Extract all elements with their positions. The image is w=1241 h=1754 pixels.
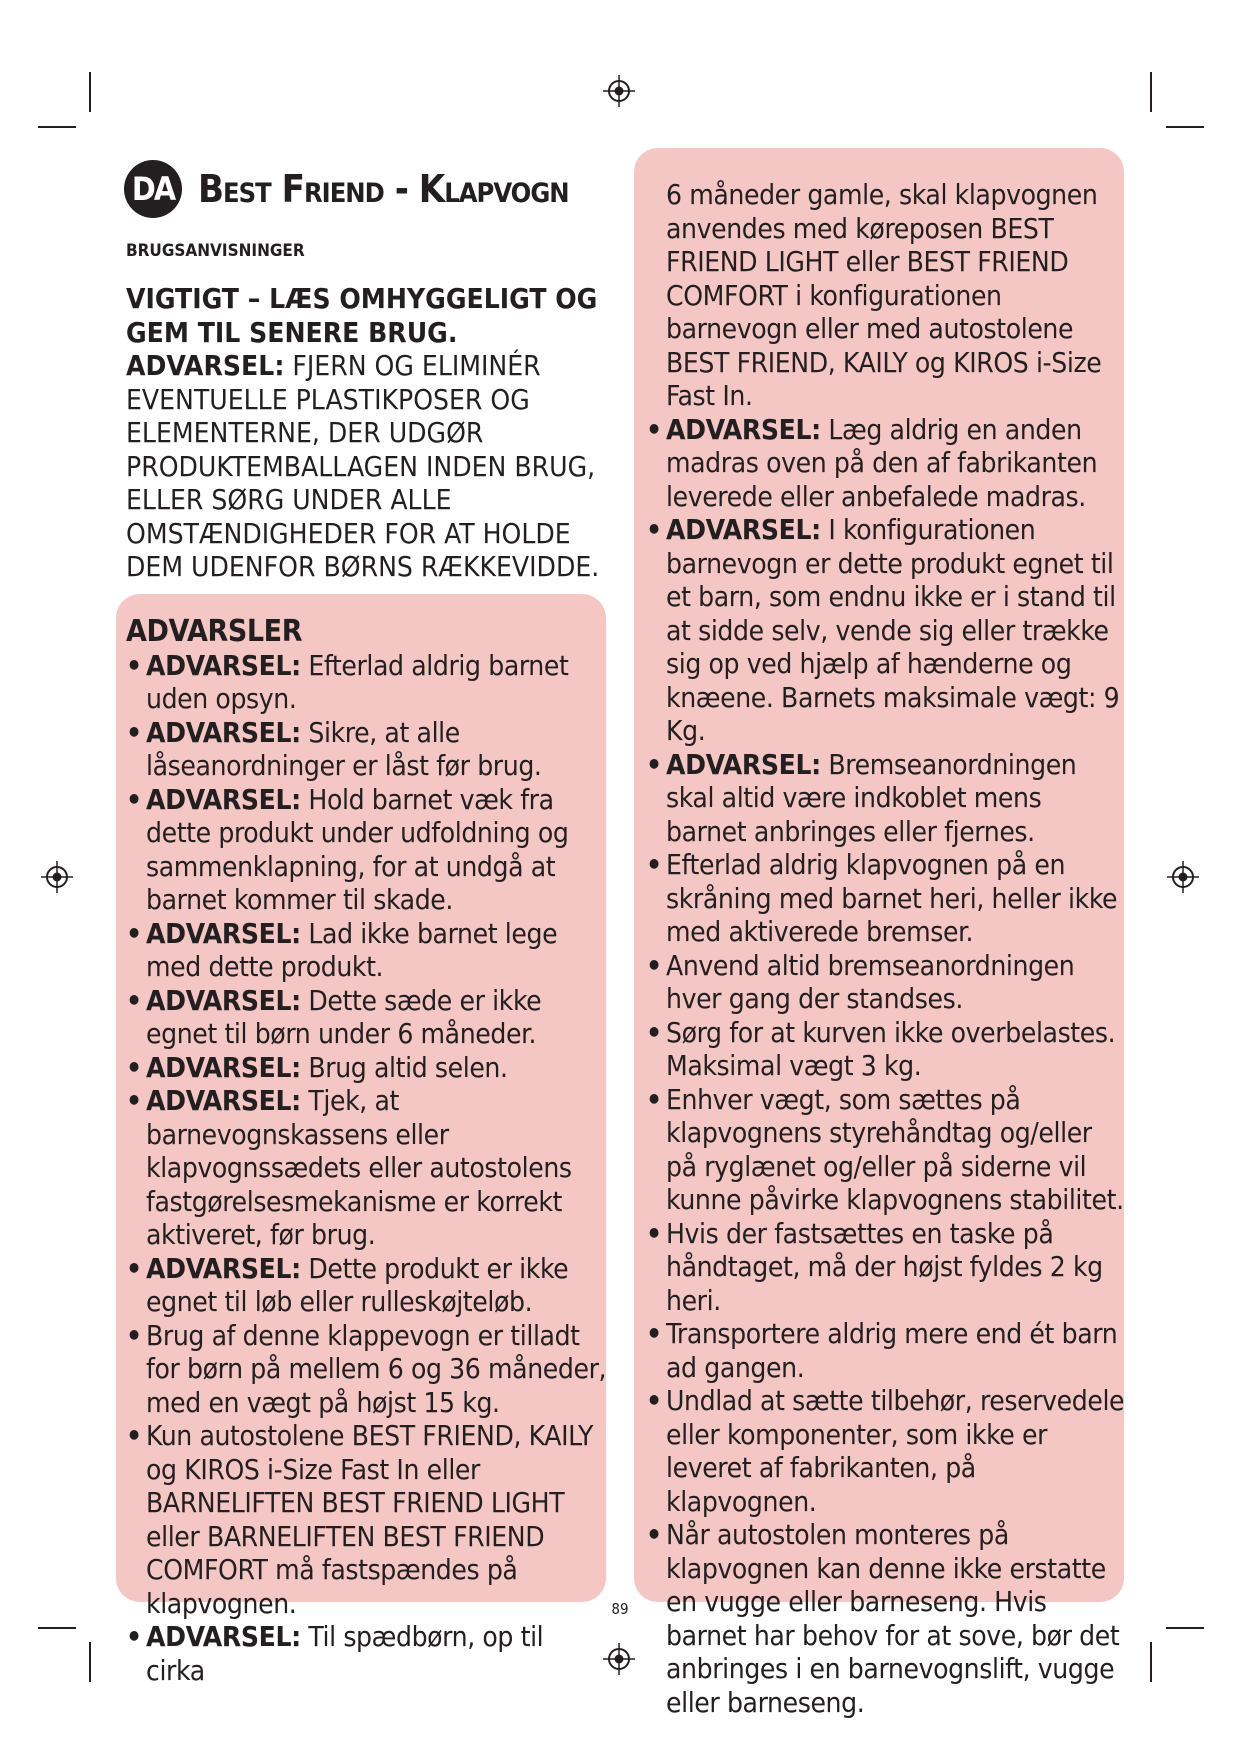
- registration-mark-icon: [602, 74, 636, 108]
- title-text: Best Friend - Klapvogn: [198, 167, 569, 211]
- list-item: • Anvend altid bremseanordningen hver gang der standses.: [646, 949, 1128, 1016]
- list-item: • Hvis der fastsættes en taske på håndtaget, må der højst fyldes 2 kg heri.: [646, 1217, 1128, 1318]
- list-item: • ADVARSEL: Sikre, at alle låseanordninger er låst før brug.: [126, 716, 608, 783]
- important-notice: VIGTIGT – LÆS OMHYGGELIGT OG GEM TIL SENERE BRUG.: [126, 282, 598, 349]
- list-item: • Undlad at sætte tilbehør, reservedele eller komponenter, som ikke er leveret af fabrikanten, på klapvognen.: [646, 1384, 1128, 1518]
- crop-mark: [89, 72, 91, 112]
- crop-mark: [38, 126, 76, 128]
- registration-mark-icon: [1166, 860, 1200, 894]
- crop-mark: [1150, 1642, 1152, 1682]
- warnings-list-right: [646, 178, 1128, 1719]
- crop-mark: [38, 1627, 76, 1629]
- list-item: • ADVARSEL: Hold barnet væk fra dette produkt under udfoldning og sammenklapning, for at undgå at barnet kommer til skade.: [126, 783, 608, 917]
- list-item: • Sørg for at kurven ikke overbelastes. Maksimal vægt 3 kg.: [646, 1016, 1128, 1083]
- list-item: • ADVARSEL: Bremseanordningen skal altid være indkoblet mens barnet anbringes eller fjernes.: [646, 748, 1128, 849]
- list-item: • ADVARSEL: Læg aldrig en anden madras oven på den af fabrikanten leverede eller anbefalede madras.: [646, 413, 1128, 514]
- warnings-list-left: [126, 615, 608, 1687]
- warning-text: FJERN OG ELIMINÉR EVENTUELLE PLASTIKPOSER OG ELEMENTERNE, DER UDGØR PRODUKTEMBALLAGEN INDEN BRUG, ELLER SØRG UNDER ALLE OMSTÆNDIGHEDER FOR AT HOLDE DEM UDENFOR BØRNS RÆKKEVIDDE.: [126, 349, 600, 583]
- page-title: [124, 160, 624, 220]
- language-badge: DA: [124, 160, 182, 218]
- list-item: • ADVARSEL: Lad ikke barnet lege med dette produkt.: [126, 917, 608, 984]
- list-item: • ADVARSEL: Tjek, at barnevognskassens eller klapvognssædets eller autostolens fastgørelsesmekanisme er korrekt aktiveret, før brug.: [126, 1084, 608, 1252]
- registration-mark-icon: [40, 860, 74, 894]
- list-item: • Når autostolen monteres på klapvognen kan denne ikke erstatte en vugge eller barneseng. Hvis barnet har behov for at sove, bør det anbringes i en barnevognslift, vugge eller barneseng.: [646, 1518, 1128, 1719]
- list-item: • Brug af denne klappevogn er tilladt for børn på mellem 6 og 36 måneder, med en vægt på højst 15 kg.: [126, 1319, 608, 1420]
- page-number: 89: [611, 1600, 629, 1618]
- crop-mark: [89, 1642, 91, 1682]
- list-item: • Kun autostolene BEST FRIEND, KAILY og KIROS i-Size Fast In eller BARNELIFTEN BEST FRIEND LIGHT eller BARNELIFTEN BEST FRIEND COMFORT må fastspændes på klapvognen.: [126, 1419, 608, 1620]
- list-item: • ADVARSEL: I konfigurationen barnevogn er dette produkt egnet til et barn, som endnu ikke er i stand til at sidde selv, vende sig eller trække sig op ved hjælp af hænderne og knæene. Barnets maksimale vægt: 9 Kg.: [646, 513, 1128, 748]
- list-item: • Enhver vægt, som sættes på klapvognens styrehåndtag og/eller på ryglænet og/eller på siderne vil kunne påvirke klapvognens stabilitet.: [646, 1083, 1128, 1217]
- continuation-text: 6 måneder gamle, skal klapvognen anvendes med køreposen BEST FRIEND LIGHT eller BEST FRIEND COMFORT i konfigurationen barnevogn eller med autostolene BEST FRIEND, KAILY og KIROS i-Size Fast In.: [666, 178, 1102, 412]
- list-item: • ADVARSEL: Dette produkt er ikke egnet til løb eller rulleskøjteløb.: [126, 1252, 608, 1319]
- list-item: • Efterlad aldrig klapvognen på en skråning med barnet heri, heller ikke med aktiverede bremser.: [646, 848, 1128, 949]
- crop-mark: [1166, 1627, 1204, 1629]
- section-subheading: BRUGSANVISNINGER: [126, 241, 305, 261]
- list-item: • ADVARSEL: Dette sæde er ikke egnet til børn under 6 måneder.: [126, 984, 608, 1051]
- list-item: • ADVARSEL: Brug altid selen.: [126, 1051, 608, 1085]
- list-item: • ADVARSEL: Til spædbørn, op til cirka: [126, 1620, 608, 1687]
- crop-mark: [1166, 126, 1204, 128]
- list-item: • Transportere aldrig mere end ét barn ad gangen.: [646, 1317, 1128, 1384]
- intro-block: [126, 282, 606, 584]
- warning-label: ADVARSEL:: [126, 349, 285, 382]
- crop-mark: [1150, 72, 1152, 112]
- warnings-heading: ADVARSLER: [126, 614, 303, 649]
- list-item: • ADVARSEL: Efterlad aldrig barnet uden opsyn.: [126, 649, 608, 716]
